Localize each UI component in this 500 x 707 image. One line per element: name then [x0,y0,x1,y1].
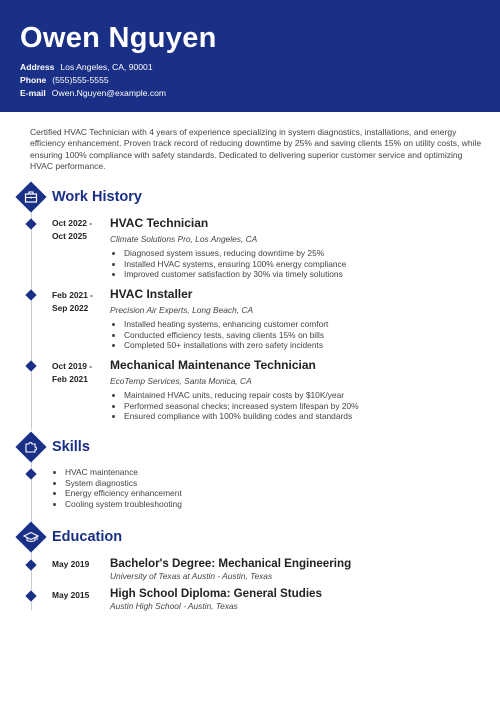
job-bullet: • Ensured compliance with 100% building codes and standards [124,411,359,422]
education-degree: High School Diploma: General Studies [110,587,322,600]
job-date-start: Oct 2022 - [52,218,93,228]
professional-summary: Certified HVAC Technician with 4 years of experience specializing in system diagnostics, installations, and energy efficiency enhancement. Proven track record of reducing downtime by 25% and saving clients 15% on utility costs, while ensuring 100% compliance with safety standards. Dedicated to delivering superior customer service and optimizing HVAC performance. [30,127,482,172]
skill-item: • HVAC maintenance [65,467,182,478]
address-value: Los Angeles, CA, 90001 [60,62,153,72]
resume-header [0,0,500,112]
contact-email [20,87,166,99]
job-date-end: Oct 2025 [52,230,87,241]
job-bullet: • Performed seasonal checks; increased system lifespan by 20% [124,401,359,412]
briefcase-icon [15,181,46,212]
timeline-dot [25,559,36,570]
email-value[interactable]: Owen.Nguyen@example.com [51,88,167,98]
timeline-dot [25,590,36,601]
education-school: Austin High School - Austin, Texas [110,601,238,611]
timeline-line-work [31,208,32,430]
section-title-skills: Skills [52,439,90,455]
timeline-dot [25,360,36,371]
job-date-range [52,289,108,314]
skills-list [52,467,182,509]
job-date-range [52,217,108,242]
job-bullet: • Completed 50+ installations with zero safety incidents [124,340,328,351]
education-date: May 2015 [52,590,90,600]
job-bullet: • Installed heating systems, enhancing customer comfort [124,319,328,330]
candidate-name: Owen Nguyen [20,22,217,54]
graduation-cap-icon [15,521,46,552]
section-title-education: Education [52,529,123,545]
timeline-dot [25,289,36,300]
skill-item: • Cooling system troubleshooting [65,499,182,510]
phone-value: (555)555-5555 [52,75,109,85]
education-date: May 2019 [52,559,90,569]
job-title: Mechanical Maintenance Technician [110,358,316,372]
job-bullets [110,319,328,351]
skill-item: • System diagnostics [65,478,182,489]
job-bullet: • Installed HVAC systems, ensuring 100% energy compliance [124,259,346,270]
job-date-start: Feb 2021 - [52,290,93,300]
job-date-start: Oct 2019 - [52,361,93,371]
job-company: EcoTemp Services, Santa Monica, CA [110,376,252,386]
education-school: University of Texas at Austin - Austin, Texas [110,571,273,581]
education-degree: Bachelor's Degree: Mechanical Engineering [110,557,352,570]
job-bullet: • Diagnosed system issues, reducing downtime by 25% [124,248,346,259]
job-date-end: Feb 2021 [52,373,88,384]
timeline-dot [25,468,36,479]
phone-label: Phone [20,75,47,85]
job-title: HVAC Installer [110,287,193,301]
email-label: E-mail [20,88,46,98]
job-bullets [110,248,346,280]
job-bullets [110,390,359,422]
skill-item: • Energy efficiency enhancement [65,488,182,499]
section-title-work-history: Work History [52,189,142,205]
job-company: Climate Solutions Pro, Los Angeles, CA [110,234,258,244]
timeline-dot [25,218,36,229]
job-title: HVAC Technician [110,216,209,230]
address-label: Address [20,62,55,72]
job-bullet: • Maintained HVAC units, reducing repair costs by $10K/year [124,390,359,401]
contact-phone [20,74,109,86]
contact-address [20,61,153,73]
job-company: Precision Air Experts, Long Beach, CA [110,305,254,315]
job-bullet: • Conducted efficiency tests, saving clients 15% on bills [124,330,328,341]
job-date-end: Sep 2022 [52,302,89,313]
job-date-range [52,360,108,385]
puzzle-icon [15,431,46,462]
job-bullet: • Improved customer satisfaction by 30% via timely solutions [124,269,346,280]
